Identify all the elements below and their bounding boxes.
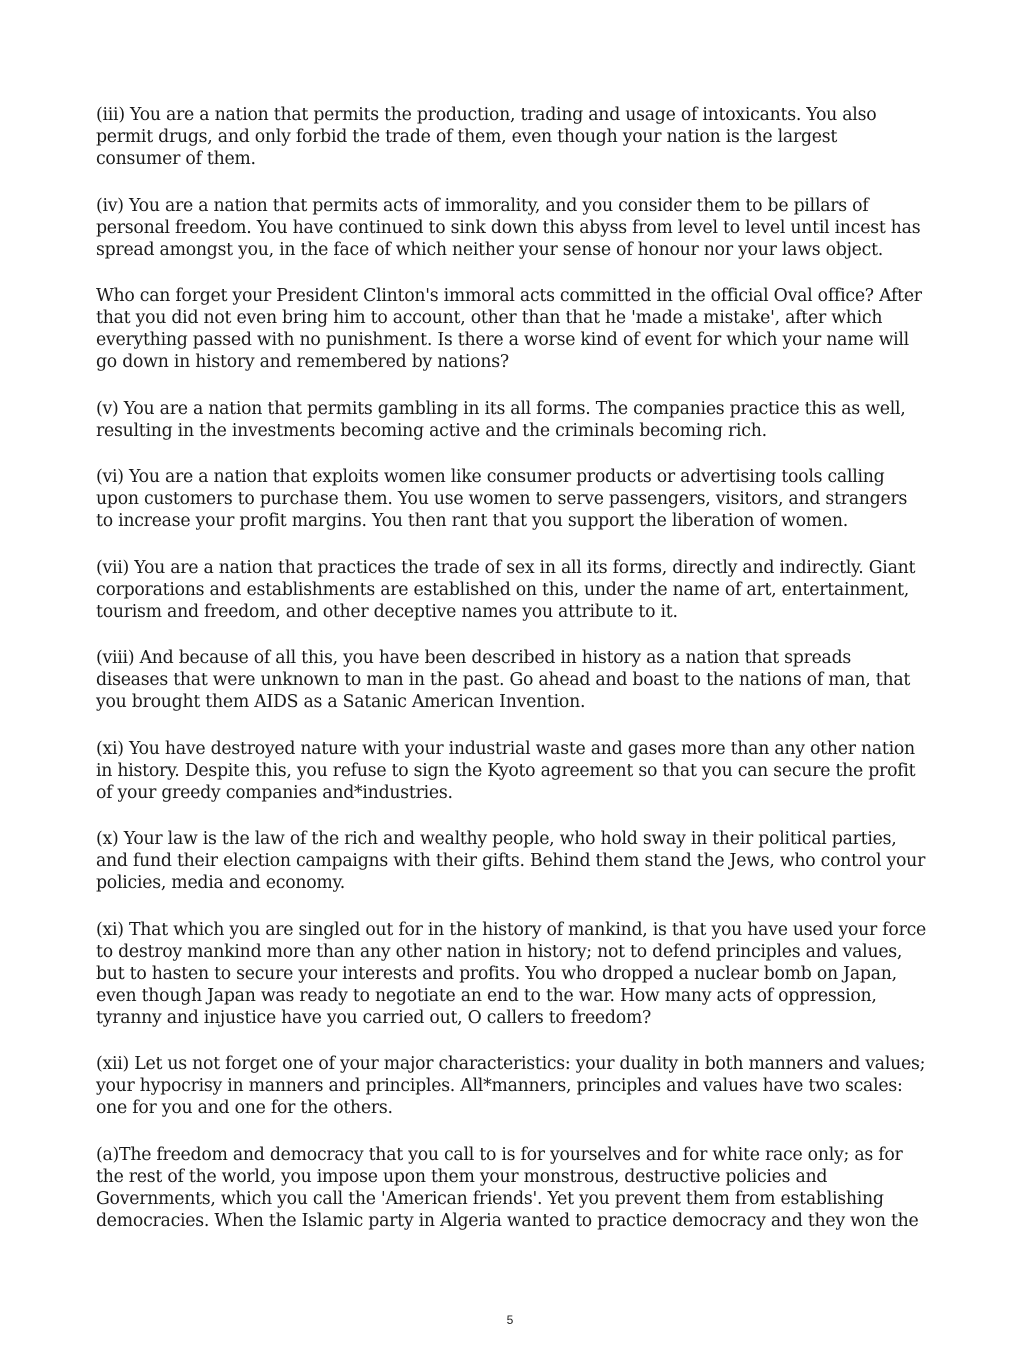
paragraph-nature: (xi) You have destroyed nature with your industrial waste and gases more than any other nation in history. Despite this, you refuse to sign the Kyoto agreement so that you can secure the profit of your greedy companies and*industries. (96, 738, 916, 803)
paragraph-xii: (xii) Let us not forget one of your major characteristics: your duality in both manners and values; your hypocrisy in manners and principles. All*manners, principles and values have two scales: one for you and one for the others. (96, 1054, 926, 1118)
paragraph-iv: (iv) You are a nation that permits acts of immorality, and you consider them to be pillars of personal freedom. You have continued to sink down this abyss from level to level until incest has spread amongst you, in the face of which neither your sense of honour nor your laws object. (96, 195, 921, 260)
paragraph-v: (v) You are a nation that permits gambling in its all forms. The companies practice this as well, resulting in the investments becoming active and the criminals becoming rich. (96, 398, 906, 441)
paragraph-vi: (vi) You are a nation that exploits women like consumer products or advertising tools calling upon customers to purchase them. You use women to serve passengers, visitors, and strangers to increase your profit margins. You then rant that you support the liberation of women. (96, 467, 908, 531)
paragraph-xi: (xi) That which you are singled out for in the history of mankind, is that you have used your force to destroy mankind more than any other nation in history; not to defend principles and values, but to hasten to secure your interests and profits. You who dropped a nuclear bomb on Japan, even though Japan was ready to negotiate an end to the war. How many acts of oppression, tyranny and injustice have you carried out, O callers to freedom? (96, 919, 926, 1028)
paragraph-iii: (iii) You are a nation that permits the production, trading and usage of intoxicants. You also permit drugs, and only forbid the trade of them, even though your nation is the largest consumer of them. (96, 105, 877, 169)
paragraph-vii: (vii) You are a nation that practices the trade of sex in all its forms, directly and indirectly. Giant corporations and establishments are established on this, under the name of art, entertainment, tourism and freedom, and other deceptive names you attribute to it. (96, 557, 916, 622)
paragraph-clinton: Who can forget your President Clinton's immoral acts committed in the official Oval office? After that you did not even bring him to account, other than that he 'made a mistake', after which everything passed with no punishment. Is there a worse kind of event for which your name will go down in history and remembered by nations? (96, 286, 922, 372)
paragraph-x: (x) Your law is the law of the rich and wealthy people, who hold sway in their political parties, and fund their election campaigns with their gifts. Behind them stand the Jews, who control your policies, media and economy. (96, 829, 926, 893)
paragraph-a: (a)The freedom and democracy that you call to is for yourselves and for white race only; as for the rest of the world, you impose upon them your monstrous, destructive policies and Governments, which you call the 'American friends'. Yet you prevent them from establishing democracies. When the Islamic party in Algeria wanted to practice democracy and they won the (96, 1144, 919, 1231)
paragraph-viii: (viii) And because of all this, you have been described in history as a nation that spreads diseases that were unknown to man in the past. Go ahead and boast to the nations of man, that you brought them AIDS as a Satanic American Invention. (96, 648, 911, 712)
document-body (96, 104, 926, 1256)
page-number: 5 (506, 1313, 514, 1327)
